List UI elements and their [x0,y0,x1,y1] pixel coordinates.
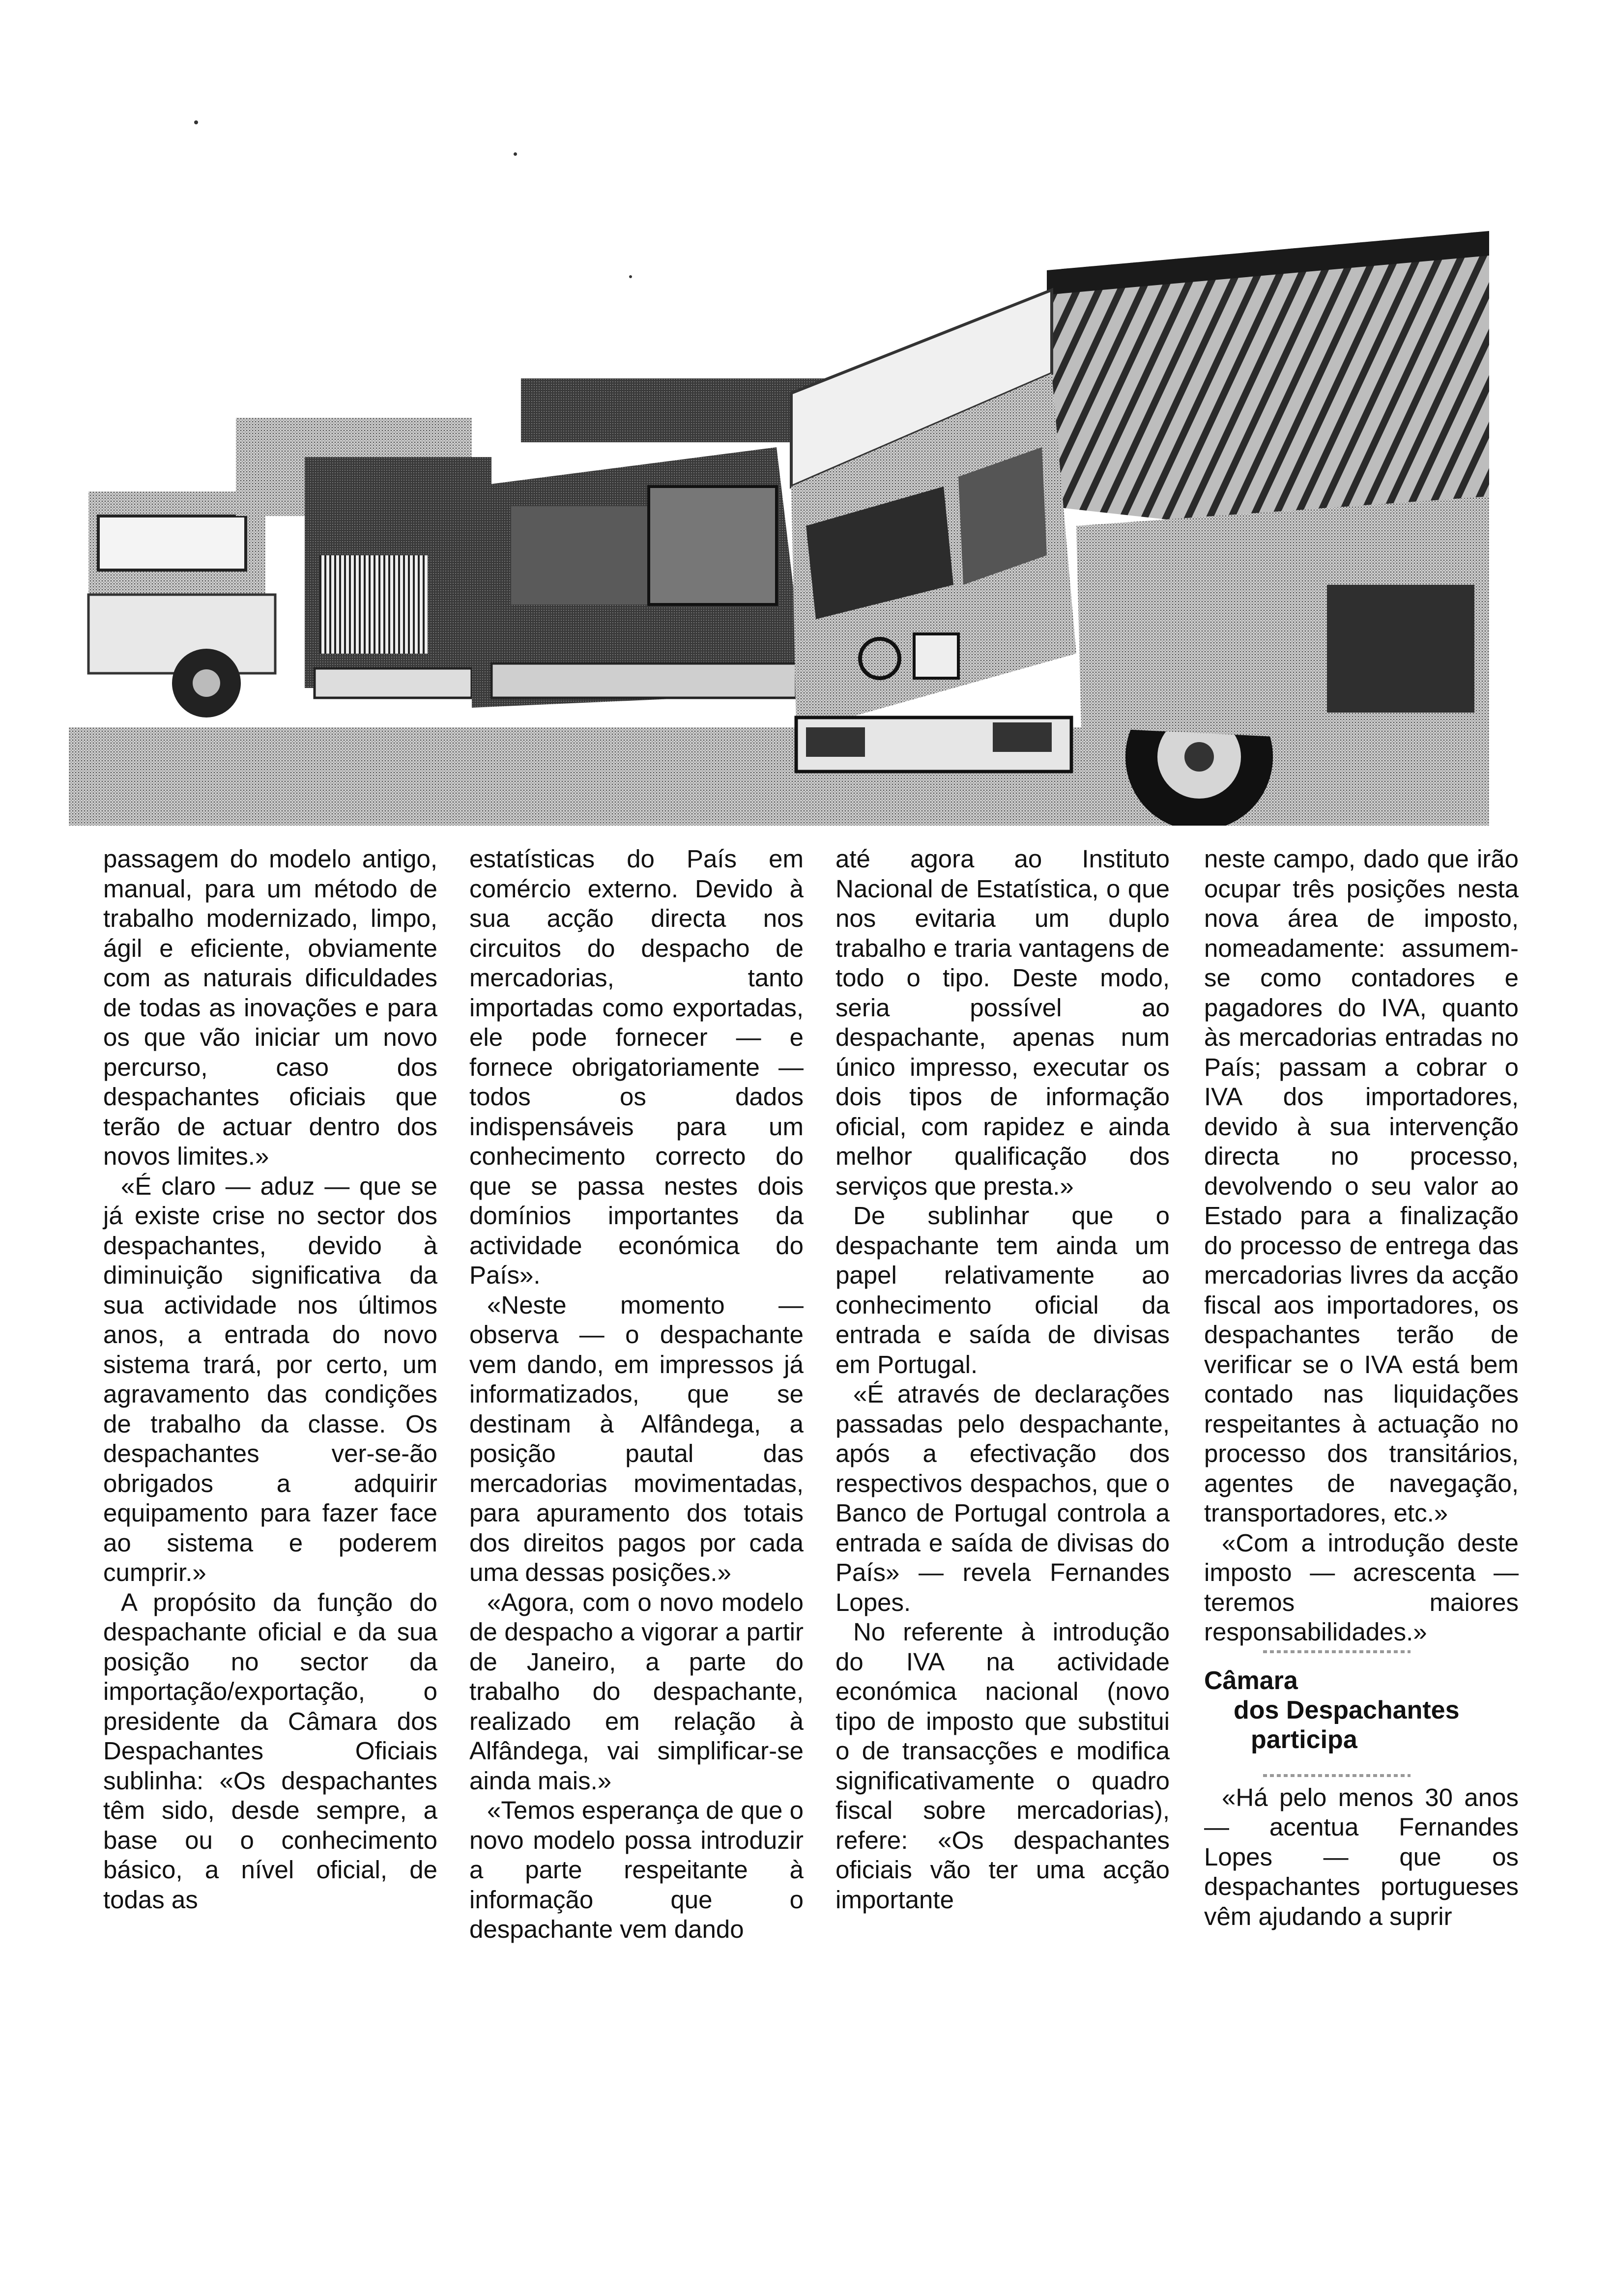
trucks-photo-icon [69,211,1489,826]
paragraph: No referente à introdução do IVA na actividade económica nacional (novo tipo de imposto que substitui o de transacções e modifica significativamente o quadro fiscal sobre mercadorias), refere: «Os despachantes oficiais vão ter uma acção importante [835,1618,1170,1914]
paragraph: «É claro — aduz — que se já existe crise no sector dos despachantes, devido à diminuição significativa da sua actividade nos últimos anos, a entrada do novo sistema trará, por certo, um agravamento das condições de trabalho da classe. Os despachantes ver-se-ão obrigados a adquirir equipamento para fazer face ao sistema e poderem cumprir.» [103,1172,437,1586]
subhead-rule-top [1263,1650,1410,1653]
trucks-photo [69,211,1489,826]
paragraph: «Há pelo menos 30 anos — acentua Fernandes Lopes — que os despachantes portugueses vêm ajudando a suprir [1204,1783,1519,1930]
paragraph: «Temos esperança de que o novo modelo possa introduzir a parte respeitante à informação que o despachante vem dando [469,1796,804,1943]
text-column-1 [103,844,437,1915]
paragraph: «Com a introdução deste imposto — acrescenta — teremos maiores responsabilidades.» [1204,1528,1519,1646]
text-column-4 [1204,844,1519,1931]
scan-speck [629,275,632,278]
subhead-line: Câmara [1204,1666,1298,1695]
paragraph: estatísticas do País em comércio externo. Devido à sua acção directa nos circuitos do despacho de mercadorias, tanto importadas como exportadas, ele pode fornecer — e fornece obrigatoriamente — todos os dados indispensáveis para um conhecimento correcto do que se passa nestes dois domínios importantes da actividade económica do País». [469,845,804,1289]
paragraph: até agora ao Instituto Nacional de Estatística, o que nos evitaria um duplo trabalho e traria vantagens de todo o tipo. Deste modo, seria possível ao despachante, apenas num único impresso, executar os dois tipos de informação oficial, com rapidez e ainda melhor qualificação dos serviços que presta.» [835,845,1170,1200]
subhead-line: participa [1251,1725,1357,1754]
paragraph: De sublinhar que o despachante tem ainda um papel relativamente ao conhecimento oficial da entrada e saída de divisas em Portugal. [835,1202,1170,1378]
subhead-line: dos Despachantes [1234,1695,1460,1724]
text-column-2 [469,844,804,1945]
text-column-3 [835,844,1170,1915]
subhead [1204,1666,1519,1754]
scan-speck [194,120,198,124]
paragraph: «É através de declarações passadas pelo despachante, após a efectivação dos respectivos despachos, que o Banco de Portugal controla a entrada e saída de divisas do País» — revela Fernandes Lopes. [835,1380,1170,1616]
scan-speck [514,152,517,156]
paragraph: «Agora, com o novo modelo de despacho a vigorar a partir de Janeiro, a parte do trabalho do despachante, realizado em relação à Alfândega, vai simplificar-se ainda mais.» [469,1588,804,1795]
paragraph: «Neste momento — observa — o despachante vem dando, em impressos já informatizados, que se destinam à Alfândega, a posição pautal das mercadorias movimentadas, para apuramento dos totais dos direitos pagos por cada uma dessas posições.» [469,1291,804,1586]
paragraph: passagem do modelo antigo, manual, para um método de trabalho modernizado, limpo, ágil e eficiente, obviamente com as naturais dificuldades de todas as inovações e para os que vão iniciar um novo percurso, caso dos despachantes oficiais que terão de actuar dentro dos novos limites.» [103,845,437,1170]
paragraph: A propósito da função do despachante oficial e da sua posição no sector da importação/exportação, o presidente da Câmara dos Despachantes Oficiais sublinha: «Os despachantes têm sido, desde sempre, a base ou o conhecimento básico, a nível oficial, de todas as [103,1588,437,1914]
paragraph: neste campo, dado que irão ocupar três posições nesta nova área de imposto, nomeadamente: assumem-se como contadores e pagadores do IVA, quanto às mercadorias entradas no País; passam a cobrar o IVA dos importadores, devido à sua intervenção directa no processo, devolvendo o seu valor ao Estado para a finalização do processo de entrega das mercadorias livres da acção fiscal aos importadores, os despachantes terão de verificar se o IVA está bem contado nas liquidações respeitantes à actuação no processo dos transitários, agentes de navegação, transportadores, etc.» [1204,845,1519,1527]
subhead-rule-bottom [1263,1774,1410,1777]
